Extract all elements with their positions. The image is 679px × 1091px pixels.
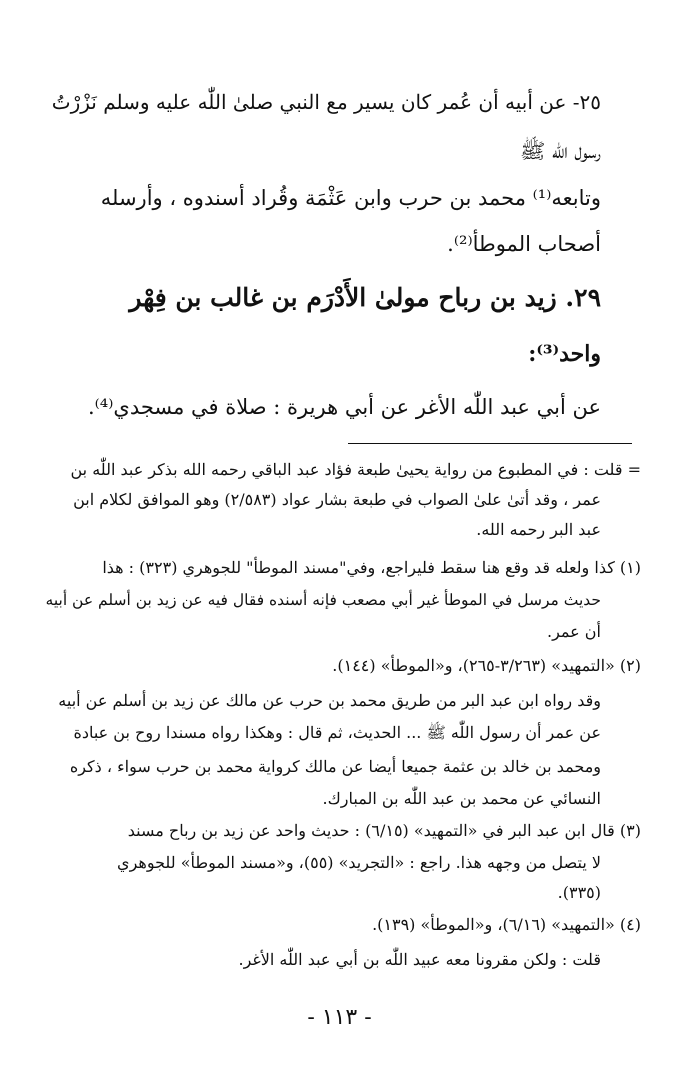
- section-subheading: واحد⁽³⁾:: [528, 341, 601, 367]
- main-text-line-2: رسول اللّٰه ﷺ: [520, 139, 601, 163]
- footnote-continuation-line-1: = قلت : في المطبوع من رواية يحيىٰ طبعة فؤاد عبد الباقي رحمه الله بذكر عبد اللّٰه بن: [70, 460, 641, 479]
- hadith-text: عن أبي عبد اللّٰه الأغر عن أبي هريرة : صلاة في مسجدي⁽⁴⁾.: [87, 395, 601, 419]
- main-text-line-4: أصحاب الموطأ⁽²⁾.: [447, 232, 601, 256]
- page-number: - ١١٣ -: [307, 1005, 372, 1030]
- main-text-line-1: ٢٥- عن أبيه أن عُمر كان يسير مع النبي صلىٰ اللّٰه عليه وسلم نَزْرْتُ: [51, 90, 601, 114]
- footnote-2-line-3: عن عمر أن رسول اللّٰه ﷺ ... الحديث، ثم قال : وهكذا رواه مسندا روح بن عبادة: [73, 723, 601, 742]
- footnote-2-line-4: ومحمد بن خالد بن عثمة جميعا أيضا عن مالك كرواية محمد بن حرب سواء ، ذكره: [69, 757, 601, 776]
- footnote-separator: [348, 443, 632, 444]
- footnote-2-line-5: النسائي عن محمد بن عبد اللّٰه بن المبارك.: [322, 789, 601, 808]
- footnote-continuation-line-3: عبد البر رحمه الله.: [476, 520, 601, 539]
- section-heading: ٢٩. زيد بن رباح مولىٰ الأَدْرَم بن غالب بن فِهْر: [129, 283, 601, 312]
- footnote-continuation-line-2: عمر ، وقد أتىٰ علىٰ الصواب في طبعة بشار عواد (٢/٥٨٣) وهو الموافق لكلام ابن: [73, 490, 601, 509]
- footnote-3-line-1: (٣) قال ابن عبد البر في «التمهيد» (٦/١٥) : حديث واحد عن زيد بن رباح مسند: [127, 821, 641, 840]
- footnote-1-line-2: حديث مرسل في الموطأ غير أبي مصعب فإنه أسنده فقال فيه عن زيد بن أسلم عن أبيه: [45, 591, 601, 609]
- footnote-1-line-1: (١) كذا ولعله قد وقع هنا سقط فليراجع، وفي"مسند الموطأ" للجوهري (٣٢٣) : هذا: [102, 558, 641, 577]
- footnote-2-line-1: (٢) «التمهيد» (٣/٢٦٣-٢٦٥)، و«الموطأ» (١٤٤).: [332, 656, 641, 675]
- footnote-1-line-3: أن عمر.: [547, 622, 601, 641]
- footnote-2-line-2: وقد رواه ابن عبد البر من طريق محمد بن حرب عن مالك عن زيد بن أسلم عن أبيه: [58, 691, 601, 710]
- footnote-3-line-2: لا يتصل من وجهه هذا. راجع : «التجريد» (٥٥)، و«مسند الموطأ» للجوهري: [117, 853, 601, 872]
- footnote-3-line-3: (٣٣٥).: [557, 883, 601, 902]
- footnote-4-line-1: (٤) «التمهيد» (٦/١٦)، و«الموطأ» (١٣٩).: [372, 915, 641, 934]
- main-text-line-3: وتابعه⁽¹⁾ محمد بن حرب وابن عَثْمَة وقُراد أسندوه ، وأرسله: [100, 186, 601, 210]
- footnote-4-line-2: قلت : ولكن مقرونا معه عبيد اللّٰه بن أبي عبد اللّٰه الأغر.: [238, 950, 601, 969]
